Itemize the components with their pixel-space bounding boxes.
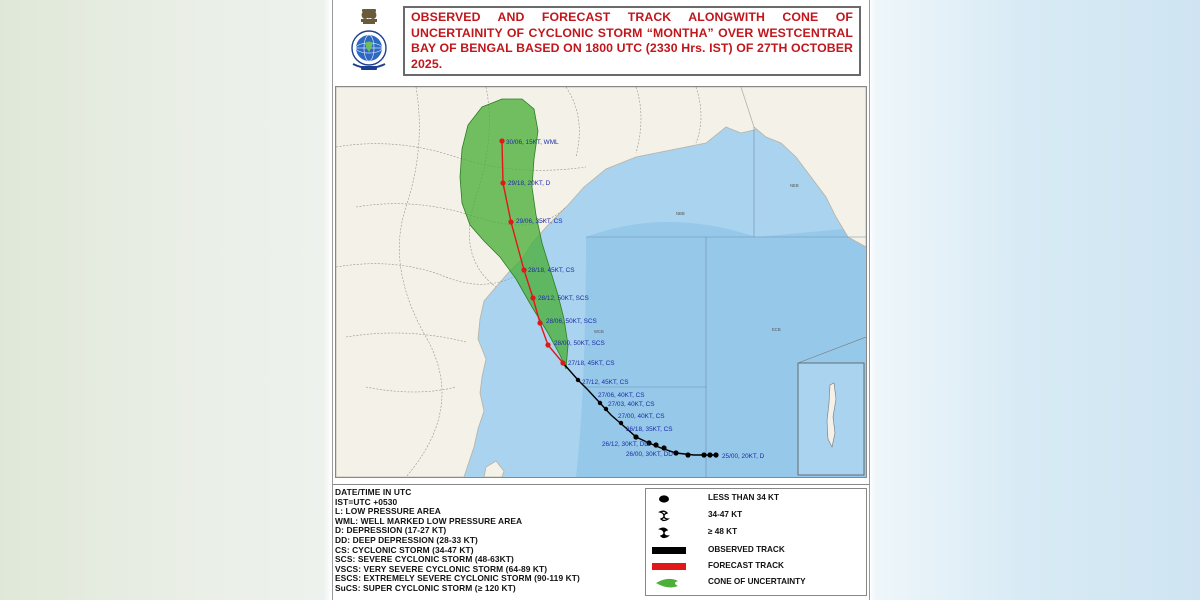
black-dot-icon [652,493,702,505]
legend-row-low [646,491,866,507]
legend-line: SuCS: SUPER CYCLONIC STORM (≥ 120 KT) [335,582,516,593]
cyclone-track-map [335,86,867,478]
cyclone-filled-symbol-icon [652,527,702,539]
legend-row-scs [646,525,866,541]
legend-label-cone: CONE OF UNCERTAINTY [708,577,806,586]
legend-line: L: LOW PRESSURE AREA [335,506,441,517]
track-label: 26/00, 30KT, DD [626,451,673,458]
symbols-legend [645,488,867,596]
legend-line: ESCS: EXTREMELY SEVERE CYCLONIC STORM (90-119 KT) [335,573,580,584]
sea-label-wcb: WCB [594,329,604,334]
cyclone-open-symbol-icon [652,510,702,522]
header [333,0,869,80]
legend-line: CS: CYCLONIC STORM (34-47 KT) [335,544,474,555]
legend-row-cone [646,575,866,591]
legend-line: DD: DEEP DEPRESSION (28-33 KT) [335,534,478,545]
legend-line: SCS: SEVERE CYCLONIC STORM (48-63KT) [335,554,514,565]
sea-label-neb: NEB [790,183,799,188]
legend-label-34-47: 34-47 KT [708,510,743,519]
track-label: 26/12, 30KT, DD [602,441,649,448]
legend-label-ge-48: ≥ 48 KT [708,527,738,536]
track-label: 27/00, 40KT, CS [618,413,665,420]
sea-label-ecb: ECB [772,327,781,332]
track-label: 27/06, 40KT, CS [598,392,645,399]
track-label: 29/18, 20KT, D [508,180,551,187]
track-label: 28/18, 45KT, CS [528,267,575,274]
track-label: 27/18, 45KT, CS [568,360,615,367]
track-label: 26/18, 35KT, CS [626,426,673,433]
abbreviations-legend [335,488,641,596]
legend-label-less-than-34: LESS THAN 34 KT [708,493,779,502]
cone-swatch-icon [652,577,702,589]
sea-label-nbb: NBB [676,211,685,216]
legend-line: VSCS: VERY SEVERE CYCLONIC STORM (64-89 KT) [335,563,548,574]
track-label: 28/00, 50KT, SCS [554,340,605,347]
legend-line: WML: WELL MARKED LOW PRESSURE AREA [335,515,523,526]
map-canvas [336,87,866,477]
imd-emblem-logo [341,6,397,76]
track-label: 28/06, 50KT, SCS [546,318,597,325]
legend-line: D: DEPRESSION (17-27 KT) [335,525,447,536]
legend-line: DATE/TIME IN UTC [335,487,412,497]
track-label: 27/03, 40KT, CS [608,401,655,408]
legend-line: IST=UTC +0530 [335,496,398,507]
legend-row-observed [646,543,866,559]
legend-row-cs [646,508,866,524]
legend-label-observed: OBSERVED TRACK [708,545,785,554]
track-label: 25/00, 20KT, D [722,453,765,460]
bulletin-title: OBSERVED AND FORECAST TRACK ALONGWITH CONE OF UNCERTAINITY OF CYCLONIC STORM “MONTHA” OVER WESTCENTRAL BAY OF BENGAL BASED ON 1800 UTC (2330 Hrs. IST) OF 27TH OCTOBER 2025. [403,6,861,76]
track-label: 27/12, 45KT, CS [582,379,629,386]
legend-divider [333,484,869,485]
track-label: 29/06, 35KT, CS [516,218,563,225]
observed-track-swatch [652,545,702,557]
track-label: 28/12, 50KT, SCS [538,295,589,302]
bulletin-card [332,0,870,600]
forecast-track-swatch [652,561,702,573]
legend-label-forecast: FORECAST TRACK [708,561,784,570]
track-label: 30/06, 15KT, WML [506,139,559,146]
legend-row-forecast [646,559,866,575]
